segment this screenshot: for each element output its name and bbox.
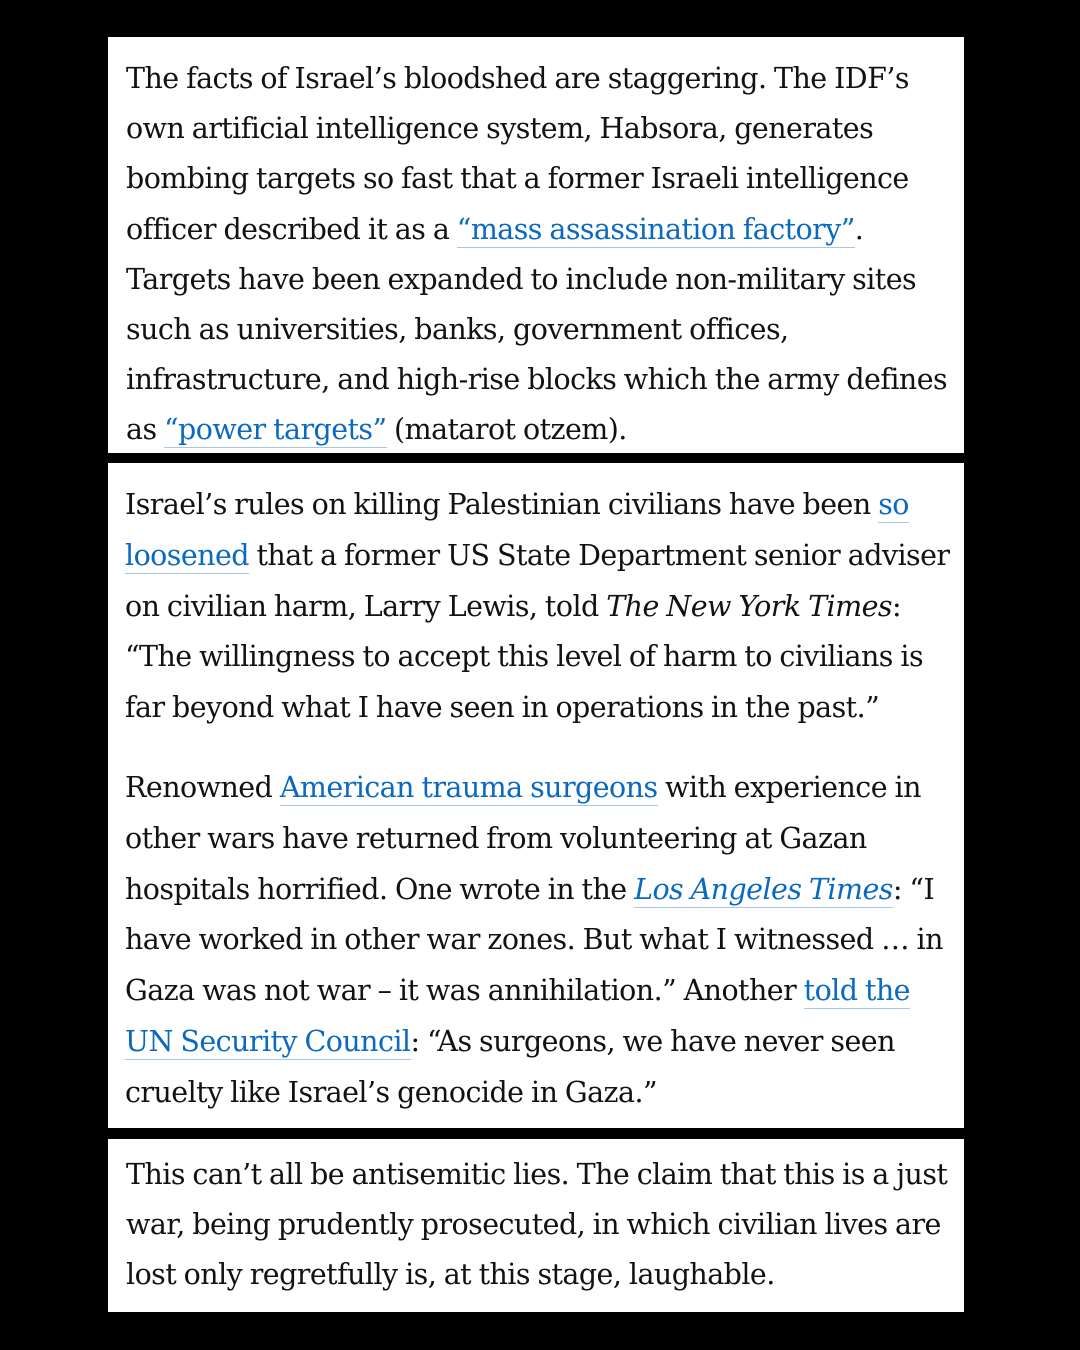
text-segment: The facts of Israel’s bloodshed are staggering. The IDF’s own artificial intelligence system, Habsora, generates bombing targets so fast that a former Israeli intelligence officer described it as a [126, 62, 909, 246]
text-segment: with experience in other wars have returned from volunteering at Gazan hospitals horrified. One wrote in the [125, 770, 921, 906]
paragraph-rules-loosened [125, 480, 960, 734]
link-so-loosened[interactable]: so loosened [125, 488, 909, 572]
link-power-targets[interactable]: “power targets” [164, 413, 387, 447]
link-los-angeles-times[interactable] [634, 873, 893, 908]
article-excerpt-card-3 [108, 1139, 964, 1312]
text-segment: Israel’s rules on killing Palestinian civilians have been [125, 488, 879, 521]
link-told-the-un-security-council[interactable]: told the UN Security Council [125, 974, 910, 1058]
text-segment: that a former US State Department senior adviser on civilian harm, Larry Lewis, told [125, 538, 950, 623]
link-american-trauma-surgeons[interactable]: American trauma surgeons [279, 770, 658, 804]
publication-title: Los Angeles Times [634, 872, 893, 906]
article-excerpt-card-1 [108, 37, 964, 453]
paragraph-habsora [126, 54, 950, 456]
text-segment: : “As surgeons, we have never seen cruelty like Israel’s genocide in Gaza.” [125, 1024, 895, 1109]
text-segment: : “I have worked in other war zones. But what I witnessed … in Gaza was not war – it was annihilation.” Another [125, 872, 943, 1008]
text-segment: . Targets have been expanded to include non-military sites such as universities, banks, government offices, infrastructure, and high-rise blocks which the army defines as [126, 212, 948, 447]
link-mass-assassination-factory[interactable]: “mass assassination factory” [456, 212, 855, 246]
text-segment: This can’t all be antisemitic lies. The claim that this is a just war, being prudently prosecuted, in which civilian lives are lost only regretfully is, at this stage, laughable. [126, 1158, 948, 1292]
text-segment: Renowned [125, 770, 280, 804]
publication-title: The New York Times [606, 589, 892, 623]
text-segment: : “The willingness to accept this level of harm to civilians is far beyond what I have seen in operations in the past.” [125, 589, 924, 725]
article-excerpt-card-2 [108, 463, 964, 1128]
paragraph-trauma-surgeons [125, 763, 960, 1119]
paragraph-antisemitic-lies [126, 1150, 950, 1301]
text-segment: (matarot otzem). [386, 413, 627, 447]
